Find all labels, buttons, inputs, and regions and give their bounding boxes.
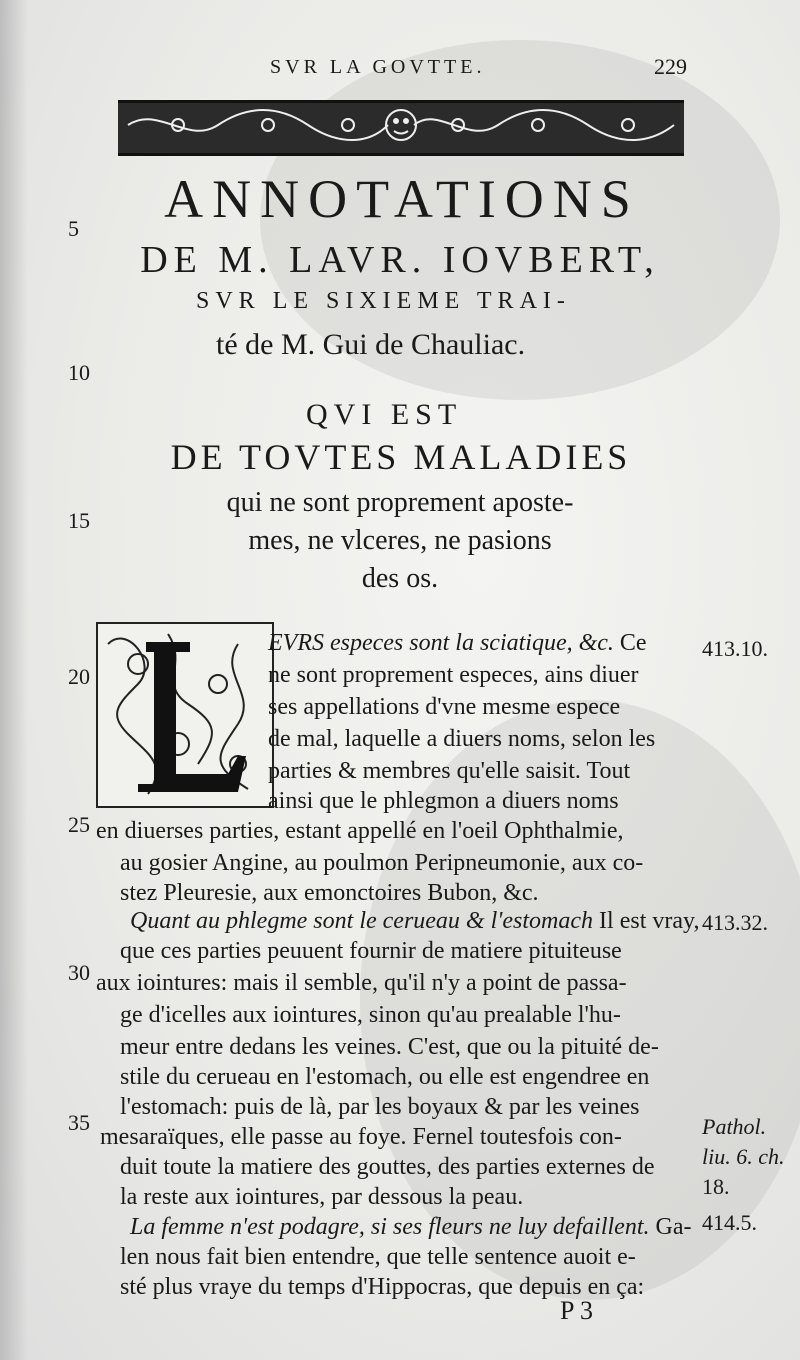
text-line xyxy=(130,1214,706,1241)
text-line: aux iointures: mais il semble, qu'il n'y a point de passa- xyxy=(96,970,627,996)
margin-note: 413.10. xyxy=(702,636,768,661)
margin-note: 414.5. xyxy=(702,1210,757,1235)
decorated-initial-letter xyxy=(96,622,274,808)
line-number: 35 xyxy=(68,1110,90,1135)
subtitle-line-5: des os. xyxy=(361,563,439,594)
ornament-icon xyxy=(118,103,684,147)
text-line: en diuerses parties, estant appellé en l'oeil Ophthalmie, xyxy=(96,818,624,844)
margin-note: Pathol. xyxy=(702,1114,767,1139)
title-line-4: té de M. Gui de Chauliac. xyxy=(216,328,526,361)
line-number: 10 xyxy=(68,360,90,385)
subtitle-line-4: mes, ne vlceres, ne pasions xyxy=(248,525,552,556)
line-number: 20 xyxy=(68,664,90,689)
subtitle-line-1: QVI EST xyxy=(306,398,463,431)
text-line: stile du cerueau en l'estomach, ou elle est engendree en xyxy=(120,1064,650,1090)
line-number: 25 xyxy=(68,812,90,837)
lemma: La femme n'est podagre, si ses fleurs ne luy defaillent. xyxy=(130,1214,650,1240)
text-line: stez Pleuresie, aux emonctoires Bubon, &c. xyxy=(120,880,539,906)
text-line: sté plus vraye du temps d'Hippocras, que depuis en ça: xyxy=(120,1274,645,1300)
title-line-2: DE M. LAVR. IOVBERT, xyxy=(140,239,660,281)
title-line-3: SVR LE SIXIEME TRAI- xyxy=(196,288,571,314)
margin-note: 18. xyxy=(702,1174,730,1199)
gutter-shadow xyxy=(0,0,28,1360)
text-line: de mal, laquelle a diuers noms, selon les xyxy=(268,726,656,752)
signature-mark: P 3 xyxy=(560,1296,593,1325)
text-line: l'estomach: puis de là, par les boyaux & par les veines xyxy=(120,1094,640,1120)
text-line: la reste aux iointures, par dessous la peau. xyxy=(120,1184,524,1210)
margin-note: 413.32. xyxy=(702,910,768,935)
page-number: 229 xyxy=(654,54,687,79)
subtitle-line-2: DE TOVTES MALADIES xyxy=(170,437,632,477)
text-line: que ces parties peuuent fournir de matiere pituiteuse xyxy=(120,938,622,964)
text-line xyxy=(130,908,706,935)
running-head: SVR LA GOVTTE. xyxy=(270,56,486,78)
text-fragment: Ga- xyxy=(655,1214,692,1240)
decorative-headband xyxy=(118,100,684,156)
title-line-1: ANNOTATIONS xyxy=(164,169,640,229)
text-line xyxy=(268,630,696,657)
line-number: 15 xyxy=(68,508,90,533)
subtitle-line-3: qui ne sont proprement aposte- xyxy=(226,487,574,518)
text-fragment: Il est vray, xyxy=(599,908,700,934)
text-fragment: Ce xyxy=(619,630,647,656)
lemma: EVRS especes sont la sciatique, &c. xyxy=(268,630,614,656)
subtitle-block xyxy=(120,484,680,598)
ornate-initial-l-icon xyxy=(98,624,272,806)
margin-note: liu. 6. ch. xyxy=(702,1144,785,1169)
text-line: ses appellations d'vne mesme espece xyxy=(268,694,621,720)
text-line: parties & membres qu'elle saisit. Tout xyxy=(268,758,631,784)
line-number: 30 xyxy=(68,960,90,985)
text-line: meur entre dedans les veines. C'est, que ou la pituité de- xyxy=(120,1034,659,1060)
lemma: Quant au phlegme sont le cerueau & l'estomach xyxy=(130,908,594,934)
text-line: mesaraïques, elle passe au foye. Fernel toutesfois con- xyxy=(100,1124,622,1150)
text-line: ainsi que le phlegmon a diuers noms xyxy=(268,788,619,814)
line-number: 5 xyxy=(68,216,79,241)
text-line: duit toute la matiere des gouttes, des parties externes de xyxy=(120,1154,655,1180)
text-line: au gosier Angine, au poulmon Peripneumonie, aux co- xyxy=(120,850,644,876)
text-line: len nous fait bien entendre, que telle sentence auoit e- xyxy=(120,1244,636,1270)
text-line: ge d'icelles aux iointures, sinon qu'au prealable l'hu- xyxy=(120,1002,621,1028)
text-line: ne sont proprement especes, ains diuer xyxy=(268,662,639,688)
